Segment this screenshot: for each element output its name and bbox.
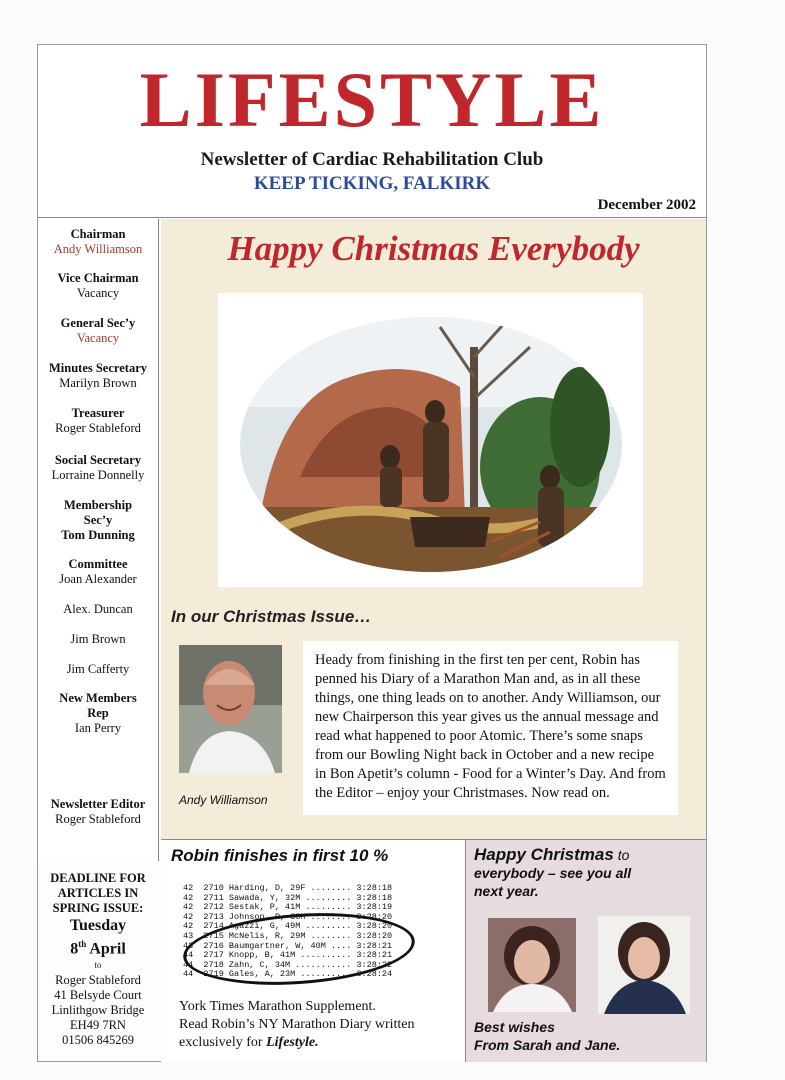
andy-williamson-photo xyxy=(179,645,282,773)
role-title: General Sec’y xyxy=(60,316,136,330)
role-name: Jim Brown xyxy=(70,632,126,646)
role-title: Membership Sec’y xyxy=(63,498,133,527)
greeting-heading: Happy Christmas to everybody – see you all next year. xyxy=(474,845,632,899)
robin-text-line: Read Robin’s NY Marathon Diary written xyxy=(179,1017,415,1032)
robin-text-line: York Times Marathon Supplement. xyxy=(179,999,376,1014)
role-title: Minutes Secretary xyxy=(48,361,147,375)
greeting-signoff: Best wishes From Sarah and Jane. xyxy=(474,1019,621,1053)
deadline-day: Tuesday xyxy=(69,917,127,934)
role-treasurer xyxy=(38,406,158,436)
nativity-scene-image xyxy=(240,317,622,572)
intro-text: Heady from finishing in the first ten per cent, Robin has penned his Diary of a Marathon Man and, as in all these things, one thing leads on to another. Andy Williamson, our new Chairperson this year gives us the annual message and read what happened to poor Atomic. There’s some snaps from our Bowling Night back in October and a new recipe in Bon Apetit’s column - Food for a Winter’s Day. And from the Editor – enjoy your Christmases. Now read on. xyxy=(315,652,666,801)
role-name: Jim Cafferty xyxy=(66,662,130,676)
deadline-box xyxy=(38,871,158,1048)
masthead xyxy=(38,45,706,218)
club-tagline: KEEP TICKING, FALKIRK xyxy=(253,173,491,194)
marathon-results-clipping xyxy=(183,884,415,994)
result-row: 42 2714 Agazzi, G, 49M ......... 3:28:20 xyxy=(183,921,393,932)
result-row: 43 2716 Baumgartner, W, 40M .... 3:28:21 xyxy=(183,940,393,951)
main-feature xyxy=(161,219,706,839)
result-row: 44 2719 Gales, A, 23M .......... 3:28:24 xyxy=(183,969,393,980)
role-general-secretary xyxy=(38,316,158,346)
role-chairman xyxy=(38,227,158,257)
address-line: Roger Stableford xyxy=(55,973,141,988)
result-row: 42 2710 Harding, D, 29F ........ 3:28:18 xyxy=(183,883,393,893)
address-line: EH49 7RN xyxy=(70,1018,126,1033)
result-row: 42 2712 Sestak, P, 41M ......... 3:28:19 xyxy=(183,902,393,913)
role-name: Lorraine Donnelly xyxy=(51,468,145,482)
role-name: Roger Stableford xyxy=(55,421,141,435)
role-name: Tom Dunning xyxy=(61,528,135,542)
role-title: Newsletter Editor xyxy=(50,797,146,811)
address-line: Linlithgow Bridge xyxy=(51,1003,145,1018)
address-line: 01506 845269 xyxy=(62,1033,134,1048)
jane-photo xyxy=(598,916,690,1014)
role-minutes-secretary xyxy=(38,361,158,391)
portrait-image xyxy=(179,645,282,773)
committee-member xyxy=(38,602,158,617)
christmas-headline: Happy Christmas Everybody xyxy=(227,229,640,268)
portrait-caption: Andy Williamson xyxy=(179,793,268,807)
role-title: Treasurer xyxy=(71,406,125,420)
role-name: Vacancy xyxy=(76,286,120,300)
role-name: Andy Williamson xyxy=(53,242,143,256)
robin-text xyxy=(179,998,459,1052)
role-name: Marilyn Brown xyxy=(59,376,137,390)
address-line: 41 Belsyde Court xyxy=(54,988,142,1003)
robin-text-line: exclusively for Lifestyle. xyxy=(179,1035,319,1050)
role-name: Joan Alexander xyxy=(59,572,137,586)
role-name: Ian Perry xyxy=(74,721,122,735)
robin-article xyxy=(161,839,466,1062)
issue-date: December 2002 xyxy=(597,197,696,213)
deadline-heading: DEADLINE FOR ARTICLES IN SPRING ISSUE: xyxy=(50,871,146,915)
role-title: Social Secretary xyxy=(54,453,142,467)
role-newsletter-editor xyxy=(38,797,158,827)
role-vice-chairman xyxy=(38,271,158,301)
role-name: Roger Stableford xyxy=(55,812,141,826)
deadline-to: to xyxy=(94,960,102,971)
result-row: 42 2711 Sawada, Y, 32M ......... 3:28:18 xyxy=(183,892,393,903)
role-title: New Members Rep xyxy=(59,691,137,720)
result-row: 44 2717 Knopp, B, 41M .......... 3:28:21 xyxy=(183,950,393,961)
committee-member xyxy=(38,632,158,647)
result-row: 42 2713 Johnson, R, 38M ........ 3:28:20 xyxy=(183,911,393,922)
role-name: Vacancy xyxy=(76,331,120,345)
role-title: Vice Chairman xyxy=(57,271,139,285)
role-title: Chairman xyxy=(70,227,126,241)
role-membership-secretary xyxy=(38,498,158,543)
sarah-photo xyxy=(488,918,576,1012)
portrait-image xyxy=(488,918,576,1012)
role-social-secretary xyxy=(38,453,158,483)
role-title: Committee xyxy=(68,557,128,571)
role-new-members-rep xyxy=(38,691,158,736)
role-name: Alex. Duncan xyxy=(63,602,133,616)
committee-member xyxy=(38,662,158,677)
role-committee xyxy=(38,557,158,587)
committee-sidebar xyxy=(38,219,159,861)
nativity-photo-frame xyxy=(218,293,643,587)
result-row: 43 2715 McNelis, R, 29M ........ 3:28:20 xyxy=(183,930,393,941)
issue-heading: In our Christmas Issue… xyxy=(171,607,372,626)
issue-intro xyxy=(303,641,678,815)
deadline-date: 8th April xyxy=(70,939,126,958)
newsletter-subtitle: Newsletter of Cardiac Rehabilitation Club xyxy=(200,149,544,170)
robin-heading: Robin finishes in first 10 % xyxy=(171,846,389,865)
newsletter-page xyxy=(37,44,707,1062)
portrait-image xyxy=(598,916,690,1014)
christmas-greeting xyxy=(466,839,706,1062)
newsletter-title: LIFESTYLE xyxy=(139,56,605,143)
result-row: 44 2718 Zahn, C, 34M ........... 3:28:22 xyxy=(183,959,393,970)
nativity-photo xyxy=(240,317,622,572)
